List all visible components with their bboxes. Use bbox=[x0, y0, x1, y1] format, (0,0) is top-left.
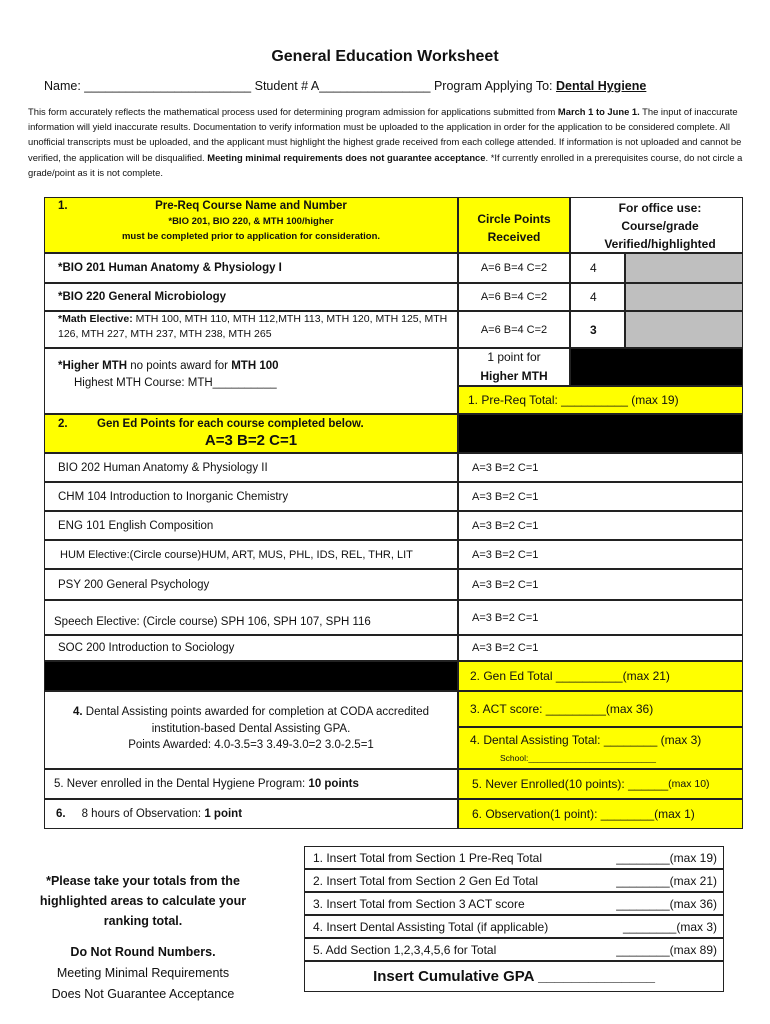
summary-max[interactable]: ________(max 19) bbox=[616, 850, 717, 865]
office-bio201: 4 bbox=[590, 261, 597, 275]
points-chm104[interactable]: A=3 B=2 C=1 bbox=[472, 490, 539, 503]
course-math-elective bbox=[58, 312, 454, 342]
highest-mth-course: Highest MTH Course: MTH__________ bbox=[74, 377, 277, 389]
highlight-note: *Please take your totals from the highlighted areas to calculate your ranking total. bbox=[39, 874, 247, 928]
points-psy200[interactable]: A=3 B=2 C=1 bbox=[472, 578, 539, 591]
summary-max[interactable]: ________(max 3) bbox=[622, 919, 717, 934]
section1-sub1: *BIO 201, BIO 220, & MTH 100/higher bbox=[168, 216, 334, 227]
do-not-round-note: Do Not Round Numbers. bbox=[70, 945, 216, 959]
section2-scale: A=3 B=2 C=1 bbox=[204, 432, 298, 449]
intro-warning: Meeting minimal requirements does not guarantee acceptance bbox=[207, 151, 486, 163]
points-hum[interactable]: A=3 B=2 C=1 bbox=[472, 548, 539, 561]
summary-label: 4. Insert Dental Assisting Total (if applicable) bbox=[313, 919, 549, 934]
summary-label: 1. Insert Total from Section 1 Pre-Req Total bbox=[313, 850, 543, 865]
office-cell bbox=[570, 311, 625, 348]
math-elective-list: MTH 100, MTH 110, MTH 112,MTH 113, MTH 120, MTH 125, MTH 126, MTH 227, MTH 237, MTH 238, MTH 265 bbox=[58, 313, 448, 340]
points-math[interactable]: A=6 B=4 C=2 bbox=[480, 323, 548, 336]
observation-text bbox=[56, 799, 242, 829]
name-line bbox=[44, 79, 646, 93]
course-eng101: ENG 101 English Composition bbox=[58, 519, 214, 532]
summary-max[interactable]: ________(max 36) bbox=[616, 896, 717, 911]
course-psy200: PSY 200 General Psychology bbox=[58, 578, 210, 591]
course-bio220: *BIO 220 General Microbiology bbox=[58, 291, 227, 303]
never-enrolled-points: 10 points bbox=[308, 778, 359, 790]
summary-row-5 bbox=[304, 938, 724, 961]
one-point-label: 1 point for bbox=[487, 350, 541, 364]
summary-row-1 bbox=[304, 846, 724, 869]
section2-heading: Gen Ed Points for each course completed below. bbox=[97, 418, 364, 430]
points-bio220[interactable]: A=6 B=4 C=2 bbox=[480, 291, 548, 303]
dental-assisting-total[interactable]: 4. Dental Assisting Total: ________ (max 3) bbox=[470, 733, 702, 747]
section1-number: 1. bbox=[58, 200, 68, 212]
higher-mth-label: *Higher MTH bbox=[58, 360, 127, 372]
program-name: Dental Hygiene bbox=[556, 79, 647, 93]
blacked-out-cell bbox=[458, 414, 743, 453]
blacked-out-cell bbox=[570, 348, 743, 386]
cumulative-gpa[interactable]: Insert Cumulative GPA ______________ bbox=[373, 968, 655, 985]
minimal-requirements-note-2: Does Not Guarantee Acceptance bbox=[51, 987, 235, 1001]
intro-date-range: March 1 to June 1. bbox=[557, 106, 640, 117]
never-enrolled-desc: 5. Never enrolled in the Dental Hygiene Program: bbox=[54, 778, 306, 790]
summary-row-4 bbox=[304, 915, 724, 938]
higher-mth-desc: no points award for bbox=[130, 360, 229, 372]
dental-assisting-number: 4. bbox=[72, 706, 83, 718]
blacked-out-cell bbox=[44, 661, 458, 691]
section1-sub2: must be completed prior to application for consideration. bbox=[121, 231, 381, 242]
observation-desc: 8 hours of Observation: bbox=[81, 808, 202, 820]
course-speech: Speech Elective: (Circle course) SPH 106, SPH 107, SPH 116 bbox=[54, 615, 371, 628]
never-enrolled-total-label: 5. Never Enrolled(10 points): ______ bbox=[472, 777, 669, 791]
observation-points: 1 point bbox=[204, 808, 243, 820]
office-gray-cell bbox=[625, 283, 743, 311]
office-header: For office use: Course/grade Verified/highlighted bbox=[604, 201, 716, 251]
summary-label: 2. Insert Total from Section 2 Gen Ed Total bbox=[313, 873, 539, 888]
summary-max[interactable]: ________(max 89) bbox=[616, 942, 717, 957]
observation-total[interactable]: 6. Observation(1 point): ________(max 1) bbox=[472, 807, 695, 821]
points-bio202[interactable]: A=3 B=2 C=1 bbox=[472, 461, 539, 474]
course-chm104: CHM 104 Introduction to Inorganic Chemistry bbox=[58, 490, 289, 503]
dental-assisting-desc: Dental Assisting points awarded for completion at CODA accredited institution-based Dental Assisting GPA. bbox=[85, 706, 430, 735]
course-bio202: BIO 202 Human Anatomy & Physiology II bbox=[58, 461, 268, 474]
course-soc200: SOC 200 Introduction to Sociology bbox=[58, 642, 235, 654]
office-gray-cell bbox=[625, 253, 743, 283]
minimal-requirements-note-1: Meeting Minimal Requirements bbox=[56, 966, 230, 980]
school-field[interactable]: School:___________________________ bbox=[500, 753, 656, 763]
course-bio201: *BIO 201 Human Anatomy & Physiology I bbox=[58, 262, 282, 274]
dental-assisting-text bbox=[48, 704, 454, 754]
office-bio220: 4 bbox=[590, 290, 597, 304]
math-elective-label: *Math Elective: bbox=[58, 313, 133, 325]
intro-text-1: This form accurately reflects the mathematical process used for determining program admission for applications submitted from bbox=[28, 106, 556, 117]
summary-row-2 bbox=[304, 869, 724, 892]
section1-heading: Pre-Req Course Name and Number bbox=[155, 200, 347, 212]
section2-number: 2. bbox=[58, 418, 68, 430]
summary-max[interactable]: ________(max 21) bbox=[616, 873, 717, 888]
office-gray-cell bbox=[625, 311, 743, 348]
intro-text-3: . *If currently enrolled in a prerequisites course, do not circle a grade/point as it is not complete. bbox=[28, 151, 743, 178]
points-bio201[interactable]: A=6 B=4 C=2 bbox=[480, 262, 548, 274]
never-enrolled-max: (max 10) bbox=[668, 778, 710, 790]
intro-text-2: The input of inaccurate information will yield inaccurate results. Documentation to verify information must be uploaded to the application in order for the application to be considered complete. All unofficial transcripts must be uploaded, and the applicant must highlight the highest grade received from each college attended. If information is not uploaded and cannot be verified, the application will be disqualified. bbox=[28, 106, 742, 163]
gen-ed-total[interactable]: 2. Gen Ed Total __________(max 21) bbox=[470, 669, 670, 683]
observation-number: 6. bbox=[56, 808, 66, 820]
never-enrolled-text bbox=[54, 769, 359, 799]
summary-label: 5. Add Section 1,2,3,4,5,6 for Total bbox=[313, 942, 497, 957]
office-cell bbox=[570, 283, 625, 311]
never-enrolled-total[interactable] bbox=[472, 769, 710, 799]
higher-mth-points: Higher MTH bbox=[480, 369, 548, 383]
course-hum: HUM Elective:(Circle course)HUM, ART, MUS, PHL, IDS, REL, THR, LIT bbox=[60, 548, 413, 561]
office-math: 3 bbox=[590, 322, 597, 337]
intro-paragraph bbox=[28, 104, 748, 180]
name-line-text: Name: ________________________ Student # A________________ Program Applying To: bbox=[44, 79, 553, 93]
summary-row-3 bbox=[304, 892, 724, 915]
points-eng101[interactable]: A=3 B=2 C=1 bbox=[472, 519, 539, 532]
prereq-total[interactable]: 1. Pre-Req Total: __________ (max 19) bbox=[468, 393, 679, 407]
higher-mth-mth100: MTH 100 bbox=[231, 360, 279, 372]
points-speech[interactable]: A=3 B=2 C=1 bbox=[472, 611, 539, 624]
act-score[interactable]: 3. ACT score: _________(max 36) bbox=[470, 702, 654, 716]
page-title: General Education Worksheet bbox=[271, 48, 499, 65]
points-soc200[interactable]: A=3 B=2 C=1 bbox=[472, 642, 539, 654]
office-cell bbox=[570, 253, 625, 283]
summary-label: 3. Insert Total from Section 3 ACT score bbox=[313, 896, 525, 911]
dental-assisting-points: Points Awarded: 4.0-3.5=3 3.49-3.0=2 3.0-2.5=1 bbox=[128, 739, 374, 751]
circle-points-header: Circle Points Received bbox=[477, 212, 551, 244]
higher-mth-text bbox=[58, 358, 279, 392]
